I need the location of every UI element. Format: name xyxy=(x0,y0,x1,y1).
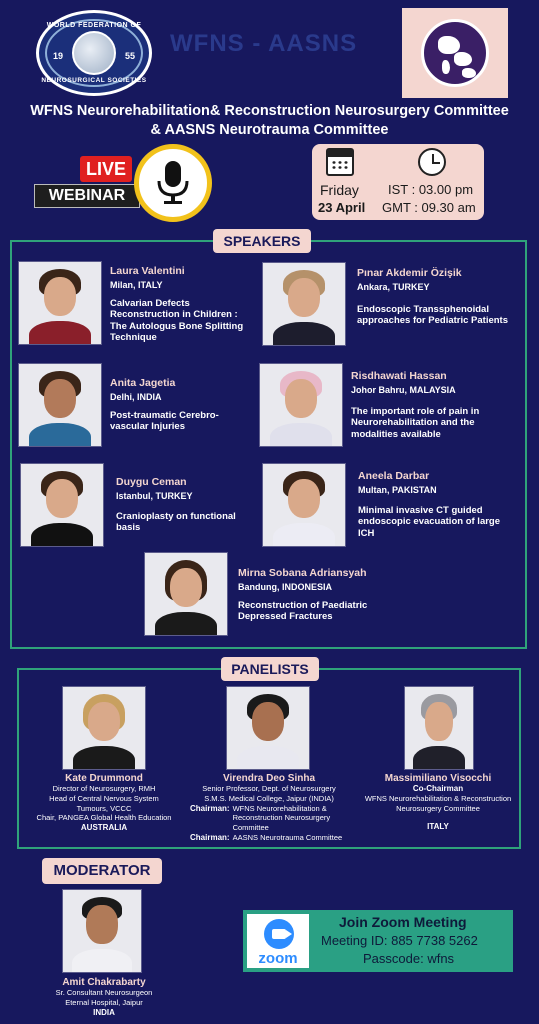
clock-icon xyxy=(418,148,446,176)
logo-year-left: 19 xyxy=(53,51,64,61)
moderator-info: Eternal Hospital, Jaipur xyxy=(65,997,143,1007)
speaker-topic: Minimal invasive CT guided endoscopic evacuation of large ICH xyxy=(358,505,501,539)
panelist-name: Massimiliano Visocchi xyxy=(384,773,492,784)
chair-text: AASNS Neurotrauma Committee xyxy=(232,832,343,842)
committee-line-2: & AASNS Neurotrauma Committee xyxy=(150,122,389,138)
moderator-card xyxy=(34,977,174,1018)
panelist-photo xyxy=(62,686,146,770)
speaker-location: Milan, ITALY xyxy=(110,280,163,290)
panelist-country: AUSTRALIA xyxy=(80,823,128,832)
panelists-label: PANELISTS xyxy=(221,657,319,681)
moderator-country: INDIA xyxy=(93,1007,115,1017)
panelist-role: Co-Chairman xyxy=(412,784,464,793)
speaker-name: Mirna Sobana Adriansyah xyxy=(238,567,367,579)
speaker-topic: Calvarian Defects Reconstruction in Children : The Autologus Bone Splitting Technique xyxy=(110,298,244,344)
panelist-info: Director of Neurosurgery, RMH xyxy=(52,784,156,793)
speaker-name: Duygu Ceman xyxy=(116,476,187,488)
event-day: Friday xyxy=(320,182,359,198)
panelist-info: Head of Central Nervous System xyxy=(49,793,159,803)
moderator-label: MODERATOR xyxy=(42,858,162,884)
speaker-photo xyxy=(262,463,346,547)
chair-text: WFNS Neurorehabilitation & Reconstruction Neurosurgery Committee xyxy=(232,803,331,832)
logo-year-right: 55 xyxy=(124,51,135,61)
event-date: 23 April xyxy=(318,200,366,215)
panelist-info: Tumours, VCCC xyxy=(76,803,132,813)
zoom-meeting-box xyxy=(243,910,513,972)
globe-map-icon xyxy=(421,19,489,87)
live-badge: LIVE xyxy=(80,156,132,182)
speaker-photo xyxy=(259,363,343,447)
speaker-topic: Endoscopic Transsphenoidal approaches for Pediatric Patients xyxy=(357,304,508,327)
panelist-info: Neurosurgery Committee xyxy=(396,804,480,814)
speaker-name: Risdhawati Hassan xyxy=(351,370,447,382)
speaker-location: Istanbul, TURKEY xyxy=(116,491,193,501)
logo-text-bottom: NEUROSURGICAL SOCIETIES xyxy=(41,77,147,84)
speaker-photo xyxy=(20,463,104,547)
speaker-topic: The important role of pain in Neurorehabilitation and the modalities available xyxy=(351,406,480,440)
speaker-topic: Reconstruction of Paediatric Depressed Fractures xyxy=(238,600,368,623)
org-title: WFNS - AASNS xyxy=(170,30,358,57)
speaker-location: Johor Bahru, MALAYSIA xyxy=(351,385,456,395)
panelist-name: Virendra Deo Sinha xyxy=(222,773,316,784)
speaker-name: Pınar Akdemir Özişik xyxy=(357,267,462,279)
panelist-info: Senior Professor, Dept. of Neurosurgery xyxy=(202,784,336,793)
moderator-info: Sr. Consultant Neurosurgeon xyxy=(55,988,153,997)
zoom-title: Join Zoom Meeting xyxy=(339,914,467,930)
aasns-logo xyxy=(402,8,508,98)
zoom-meeting-id: Meeting ID: 885 7738 5262 xyxy=(321,933,478,948)
moderator-photo xyxy=(62,889,142,973)
panelist-info: WFNS Neurorehabilitation & Reconstruction xyxy=(364,794,512,804)
speaker-name: Laura Valentini xyxy=(110,265,185,277)
speaker-name: Anita Jagetia xyxy=(110,377,176,389)
speaker-location: Ankara, TURKEY xyxy=(357,282,430,292)
speaker-photo xyxy=(144,552,228,636)
event-time-ist: IST : 03.00 pm xyxy=(388,182,474,197)
speaker-name: Aneela Darbar xyxy=(358,470,430,482)
zoom-passcode: Passcode: wfns xyxy=(363,951,455,966)
microphone-icon xyxy=(134,144,212,222)
zoom-camera-icon xyxy=(264,919,294,949)
panelist-photo xyxy=(404,686,474,770)
speaker-location: Bandung, INDONESIA xyxy=(238,582,332,592)
calendar-icon xyxy=(326,148,354,176)
chair-label: Chairman: xyxy=(190,832,230,842)
zoom-logo xyxy=(247,914,309,968)
committee-line-1: WFNS Neurorehabilitation& Reconstruction Neurosurgery Committee xyxy=(30,103,509,119)
panelist-card xyxy=(18,773,190,833)
panelist-card xyxy=(356,773,520,832)
speaker-location: Delhi, INDIA xyxy=(110,392,162,402)
panelist-info: Chair, PANGEA Global Health Education xyxy=(36,813,172,823)
moderator-name: Amit Chakrabarty xyxy=(62,977,146,988)
panelist-chair-row xyxy=(190,804,348,833)
speaker-photo xyxy=(18,363,102,447)
zoom-logo-word: zoom xyxy=(258,950,298,967)
wfns-logo xyxy=(36,10,152,96)
speaker-topic: Cranioplasty on functional basis xyxy=(116,511,236,534)
speaker-photo xyxy=(18,261,102,345)
event-time-gmt: GMT : 09.30 am xyxy=(382,200,476,215)
speaker-topic: Post-traumatic Cerebro-vascular Injuries xyxy=(110,410,219,433)
speakers-label: SPEAKERS xyxy=(213,229,311,253)
speaker-photo xyxy=(262,262,346,346)
schedule-box xyxy=(312,144,484,220)
panelist-photo xyxy=(226,686,310,770)
panelist-card xyxy=(190,773,348,843)
panelist-name: Kate Drummond xyxy=(65,773,143,784)
chair-label: Chairman: xyxy=(190,803,230,813)
panelist-info: S.M.S. Medical College, Jaipur (INDIA) xyxy=(204,793,334,803)
webinar-badge: WEBINAR xyxy=(34,184,140,208)
speaker-location: Multan, PAKISTAN xyxy=(358,485,437,495)
panelist-chair-row xyxy=(190,833,348,843)
panelist-country: ITALY xyxy=(427,821,449,831)
logo-text-top: WORLD FEDERATION OF xyxy=(46,22,142,29)
